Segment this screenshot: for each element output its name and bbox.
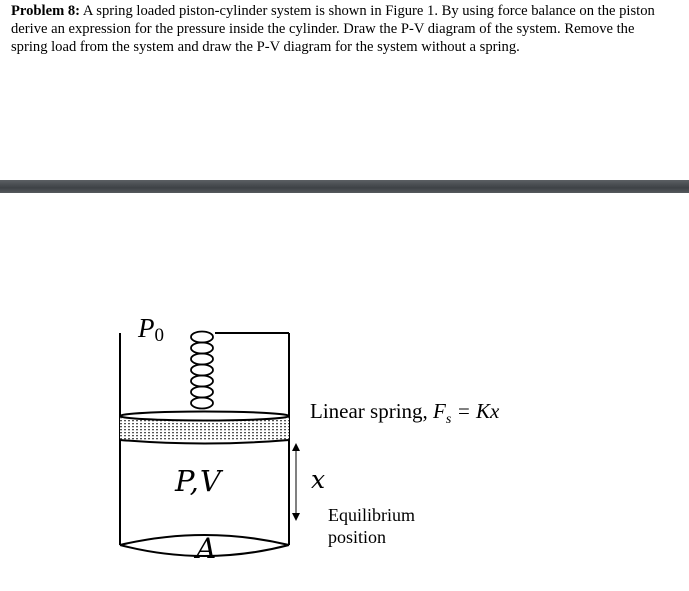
ambient-pressure-subscript: 0 [154,325,164,346]
pressure-volume-label: P,V [175,464,222,498]
problem-text: A spring loaded piston-cylinder system is shown in Figure 1. By using force balance on the piston derive an expression for the pressure inside the cylinder. Draw the P-V diagram of the system. Remove the spring load from the system and draw the P-V diagram for the system without a spring. [11,3,655,56]
equilibrium-label: Equilibrium position [328,505,415,547]
problem-label: Problem 8: [11,3,81,19]
piston-bottom-curve [120,440,289,444]
displacement-arrow-up [292,443,300,451]
displacement-arrow-down [292,513,300,521]
spring-coil [191,332,213,409]
ambient-pressure-label: $P_0$ [138,313,164,346]
area-label: A [196,532,217,565]
spring-label: Linear spring, $F_s = Kx$ [310,399,500,428]
displacement-label: x [311,465,326,494]
piston-top-ellipse [120,412,289,421]
